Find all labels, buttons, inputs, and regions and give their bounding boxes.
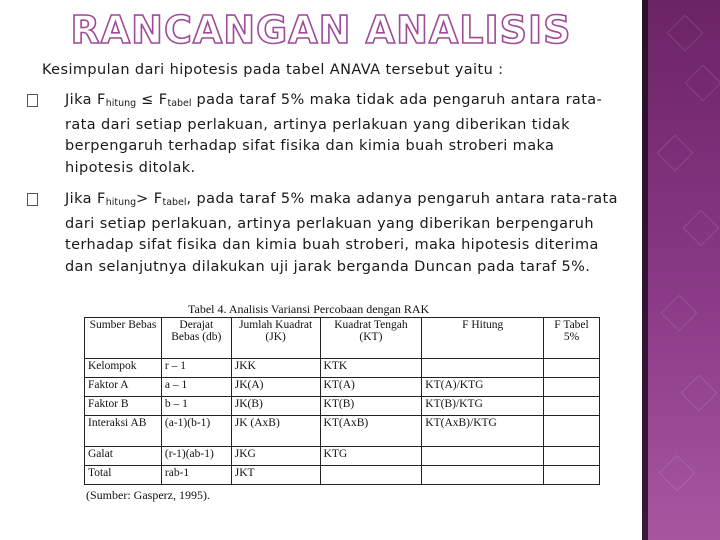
table-cell: JKK [231,359,320,378]
header-cell: Derajat Bebas (db) [161,318,231,359]
table-cell: JK(B) [231,397,320,416]
table-cell: (r-1)(ab-1) [161,447,231,466]
table-cell [544,466,600,485]
table-cell [422,359,544,378]
panel-diamond-pattern [685,65,720,102]
table-cell [544,397,600,416]
bullet-text-part: > F [136,191,163,207]
panel-diamond-pattern [661,295,698,332]
table-cell [544,416,600,447]
table-cell: KT(AxB) [320,416,422,447]
subscript: hitung [105,197,137,208]
anava-table-figure [80,302,600,502]
table-cell [422,466,544,485]
table-cell: Kelompok [85,359,162,378]
table-cell: b – 1 [161,397,231,416]
table-cell: a – 1 [161,378,231,397]
table-cell: rab-1 [161,466,231,485]
table-row [85,397,600,416]
subscript: hitung [105,98,137,109]
subscript: tabel [162,197,187,208]
table-caption: Tabel 4. Analisis Variansi Percobaan dengan RAK [188,302,430,316]
table-cell: KT(AxB)/KTG [422,416,544,447]
bullet-text-part: pada taraf 5% maka tidak ada pengaruh antara rata-rata dari setiap perlakuan, artinya perlakuan yang diberikan tidak berpengaruh terhadap sifat fisika dan kimia buah stroberi maka hipotesis ditolak. [65,92,603,176]
bullet-text-part: ≤ F [136,92,168,108]
table-cell: (a-1)(b-1) [161,416,231,447]
table-cell: KTG [320,447,422,466]
panel-diamond-pattern [683,210,720,247]
panel-dark-strip [642,0,648,540]
table-cell: KT(B) [320,397,422,416]
table-cell [544,378,600,397]
bullet-text-part: , pada taraf 5% maka adanya pengaruh antara rata-rata dari setiap perlakuan, artinya perlakuan yang diberikan berpengaruh terhadap sifat fisika dan kimia buah stroberi, maka hipotesis diterima dan selanjutnya dilakukan uji jarak berganda Duncan pada taraf 5%. [65,191,618,275]
subscript: tabel [167,98,192,109]
table-row [85,466,600,485]
table-cell [544,359,600,378]
table-row [85,416,600,447]
header-cell: Kuadrat Tengah (KT) [320,318,422,359]
table-cell: Interaksi AB [85,416,162,447]
table-cell: Galat [85,447,162,466]
table-cell: KT(B)/KTG [422,397,544,416]
table-row [85,447,600,466]
table-cell: KT(A) [320,378,422,397]
table-source: (Sumber: Gasperz, 1995). [86,488,210,502]
table-cell: KT(A)/KTG [422,378,544,397]
table-cell: KTK [320,359,422,378]
table-cell: JK(A) [231,378,320,397]
table-cell [320,466,422,485]
slide-title: RANCANGAN ANALISIS [70,8,572,52]
panel-diamond-pattern [657,135,694,172]
table-cell: JKT [231,466,320,485]
bullet-item [24,90,624,179]
bullet-item [24,189,624,278]
table-cell [544,447,600,466]
header-cell: Sumber Bebas [85,318,162,359]
bullet-text-part: Jika F [65,92,106,108]
decorative-side-panel [642,0,720,540]
table-cell: Faktor B [85,397,162,416]
bullet-text-part: Jika F [65,191,106,207]
table-cell: Total [85,466,162,485]
anava-table [84,317,600,485]
bullet-list [24,90,624,288]
table-cell: JK (AxB) [231,416,320,447]
panel-diamond-pattern [667,15,704,52]
intro-text: Kesimpulan dari hipotesis pada tabel ANAVA tersebut yaitu : [42,62,504,78]
table-header-row [85,318,600,359]
header-cell: Jumlah Kuadrat (JK) [231,318,320,359]
header-cell: F Hitung [422,318,544,359]
table-cell: JKG [231,447,320,466]
table-cell [422,447,544,466]
table-row [85,378,600,397]
checkbox-square-icon [27,193,38,206]
table-cell: Faktor A [85,378,162,397]
table-cell: r – 1 [161,359,231,378]
panel-diamond-pattern [659,455,696,492]
checkbox-square-icon [27,94,38,107]
table-row [85,359,600,378]
panel-diamond-pattern [681,375,718,412]
header-cell: F Tabel 5% [544,318,600,359]
